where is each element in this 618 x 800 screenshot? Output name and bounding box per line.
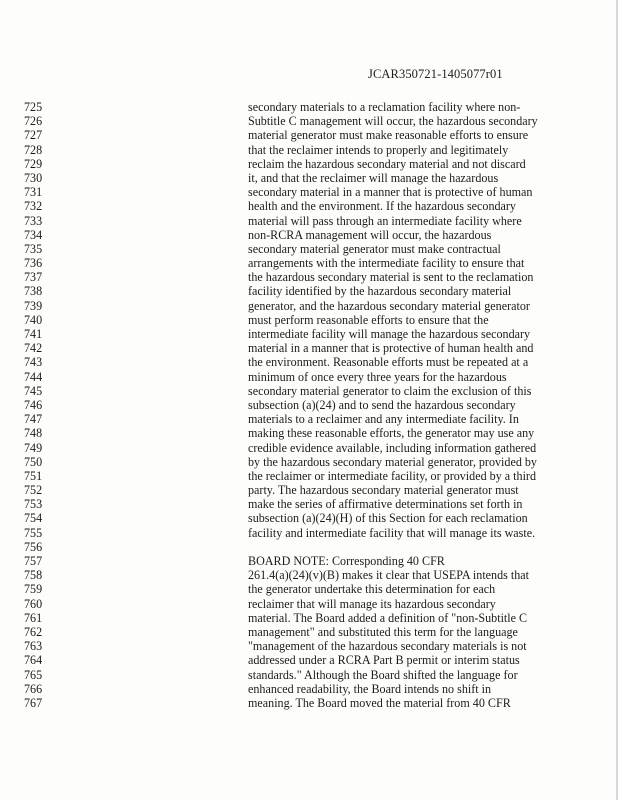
line-number: 726 xyxy=(24,114,43,129)
text-line xyxy=(0,242,618,256)
line-number: 760 xyxy=(24,596,43,611)
text-line xyxy=(0,597,618,611)
line-number: 758 xyxy=(24,568,43,583)
text-line xyxy=(0,568,618,582)
line-number: 735 xyxy=(24,241,43,256)
line-text: reclaimer that will manage its hazardous secondary xyxy=(248,596,496,611)
line-text: material will pass through an intermediate facility where xyxy=(248,213,522,228)
text-line xyxy=(0,696,618,710)
text-line xyxy=(0,582,618,596)
line-text: minimum of once every three years for the hazardous xyxy=(248,369,507,384)
line-text: Subtitle C management will occur, the hazardous secondary xyxy=(248,114,538,129)
line-text: 261.4(a)(24)(v)(B) makes it clear that USEPA intends that xyxy=(248,568,530,583)
line-number: 753 xyxy=(24,497,43,512)
line-text: generator, and the hazardous secondary material generator xyxy=(248,298,530,313)
line-number: 752 xyxy=(24,483,43,498)
line-number: 767 xyxy=(24,695,43,710)
text-line xyxy=(0,270,618,284)
text-line xyxy=(0,639,618,653)
line-number: 764 xyxy=(24,653,43,668)
line-text: it, and that the reclaimer will manage the hazardous xyxy=(248,170,499,185)
text-line xyxy=(0,497,618,511)
line-text: secondary material in a manner that is protective of human xyxy=(248,185,533,200)
text-line xyxy=(0,370,618,384)
text-line xyxy=(0,171,618,185)
text-line xyxy=(0,143,618,157)
line-text: "management of the hazardous secondary materials is not xyxy=(248,639,527,654)
line-number: 755 xyxy=(24,525,43,540)
line-number: 732 xyxy=(24,199,43,214)
numbered-text-body xyxy=(0,100,618,710)
line-number: 742 xyxy=(24,341,43,356)
line-text: the reclaimer or intermediate facility, or provided by a third xyxy=(248,468,537,483)
text-line xyxy=(0,526,618,540)
line-text: enhanced readability, the Board intends no shift in xyxy=(248,681,492,696)
line-text: arrangements with the intermediate facility to ensure that xyxy=(248,256,525,271)
line-text: by the hazardous secondary material generator, provided by xyxy=(248,454,537,469)
line-text: meaning. The Board moved the material from 40 CFR xyxy=(248,695,511,710)
line-number: 740 xyxy=(24,312,43,327)
line-number: 761 xyxy=(24,610,43,625)
line-text: subsection (a)(24)(H) of this Section for each reclamation xyxy=(248,511,528,526)
line-text: materials to a reclaimer and any intermediate facility. In xyxy=(248,412,519,427)
line-number: 759 xyxy=(24,582,43,597)
line-text: must perform reasonable efforts to ensure that the xyxy=(248,312,489,327)
line-text: facility and intermediate facility that will manage its waste. xyxy=(248,525,536,540)
document-id-header: JCAR350721-1405077r01 xyxy=(368,67,503,81)
text-line xyxy=(0,540,618,554)
line-text: health and the environment. If the hazardous secondary xyxy=(248,199,516,214)
line-text: the generator undertake this determination for each xyxy=(248,582,496,597)
line-text: that the reclaimer intends to properly and legitimately xyxy=(248,142,509,157)
text-line xyxy=(0,554,618,568)
line-number: 756 xyxy=(24,539,43,554)
line-number: 749 xyxy=(24,440,43,455)
line-number: 765 xyxy=(24,667,43,682)
line-text: making these reasonable efforts, the generator may use any xyxy=(248,426,535,441)
line-number: 737 xyxy=(24,270,43,285)
text-line xyxy=(0,653,618,667)
line-number: 738 xyxy=(24,284,43,299)
line-number: 745 xyxy=(24,383,43,398)
line-text: credible evidence available, including information gathered xyxy=(248,440,537,455)
line-text: the environment. Reasonable efforts must be repeated at a xyxy=(248,355,529,370)
text-line xyxy=(0,682,618,696)
text-line xyxy=(0,284,618,298)
line-number: 757 xyxy=(24,554,43,568)
text-line xyxy=(0,256,618,270)
line-number: 743 xyxy=(24,355,43,370)
text-line xyxy=(0,469,618,483)
text-line xyxy=(0,100,618,114)
line-text: standards." Although the Board shifted the language for xyxy=(248,667,518,682)
line-text: reclaim the hazardous secondary material and not discard xyxy=(248,156,526,171)
line-text: BOARD NOTE: Corresponding 40 CFR xyxy=(248,554,445,568)
line-number: 731 xyxy=(24,185,43,200)
line-number: 747 xyxy=(24,412,43,427)
line-number: 751 xyxy=(24,468,43,483)
text-line xyxy=(0,483,618,497)
line-text: intermediate facility will manage the hazardous secondary xyxy=(248,327,531,341)
line-text: material in a manner that is protective of human health and xyxy=(248,341,534,356)
line-number: 725 xyxy=(24,100,43,114)
line-text: subsection (a)(24) and to send the hazardous secondary xyxy=(248,397,516,412)
line-text: secondary material generator to claim the exclusion of this xyxy=(248,383,532,398)
line-number: 727 xyxy=(24,128,43,143)
text-line xyxy=(0,426,618,440)
text-line xyxy=(0,327,618,341)
line-number: 741 xyxy=(24,327,43,341)
line-text: material. The Board added a definition of "non-Subtitle C xyxy=(248,610,528,625)
line-text: the hazardous secondary material is sent to the reclamation xyxy=(248,270,534,285)
line-text: secondary material generator must make contractual xyxy=(248,241,501,256)
text-line xyxy=(0,412,618,426)
text-line xyxy=(0,355,618,369)
line-number: 750 xyxy=(24,454,43,469)
line-number: 766 xyxy=(24,681,43,696)
text-line xyxy=(0,128,618,142)
line-text: non-RCRA management will occur, the hazardous xyxy=(248,227,492,242)
line-number: 736 xyxy=(24,256,43,271)
line-number: 763 xyxy=(24,639,43,654)
text-line xyxy=(0,441,618,455)
line-number: 746 xyxy=(24,397,43,412)
text-line xyxy=(0,299,618,313)
line-text: facility identified by the hazardous secondary material xyxy=(248,284,512,299)
line-number: 762 xyxy=(24,624,43,639)
line-text: make the series of affirmative determinations set forth in xyxy=(248,497,523,512)
line-text: management" and substituted this term for the language xyxy=(248,624,518,639)
line-number: 748 xyxy=(24,426,43,441)
text-line xyxy=(0,625,618,639)
text-line xyxy=(0,384,618,398)
line-number: 729 xyxy=(24,156,43,171)
line-number: 734 xyxy=(24,227,43,242)
line-number: 730 xyxy=(24,170,43,185)
line-number: 728 xyxy=(24,142,43,157)
text-line xyxy=(0,228,618,242)
text-line xyxy=(0,398,618,412)
line-text: addressed under a RCRA Part B permit or interim status xyxy=(248,653,520,668)
line-text: material generator must make reasonable efforts to ensure xyxy=(248,128,529,143)
text-line xyxy=(0,214,618,228)
line-number: 733 xyxy=(24,213,43,228)
line-number: 739 xyxy=(24,298,43,313)
text-line xyxy=(0,199,618,213)
text-line xyxy=(0,157,618,171)
text-line xyxy=(0,185,618,199)
line-number: 744 xyxy=(24,369,43,384)
text-line xyxy=(0,114,618,128)
line-text: secondary materials to a reclamation facility where non- xyxy=(248,100,521,114)
text-line xyxy=(0,511,618,525)
line-text: party. The hazardous secondary material generator must xyxy=(248,483,519,498)
text-line xyxy=(0,668,618,682)
text-line xyxy=(0,341,618,355)
text-line xyxy=(0,611,618,625)
line-number: 754 xyxy=(24,511,43,526)
text-line xyxy=(0,313,618,327)
text-line xyxy=(0,455,618,469)
